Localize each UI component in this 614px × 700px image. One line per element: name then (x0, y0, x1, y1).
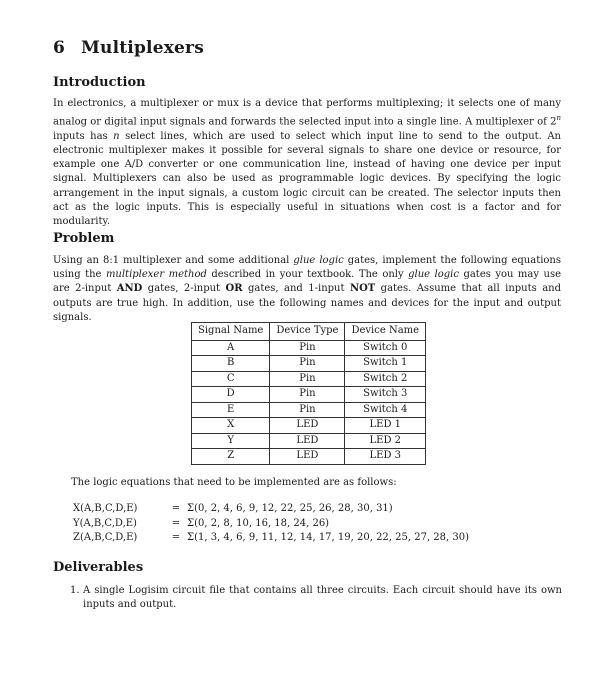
table-cell: X (192, 418, 270, 434)
table-row (192, 449, 426, 465)
table-row (192, 356, 426, 372)
intro-variable: n (113, 130, 120, 142)
problem-text: gates. Assume that all inputs and outputs are true high. In addition, use the following names and devices for the input and output signals. (53, 283, 562, 323)
problem-bold: NOT (349, 283, 376, 295)
list-item-number: 1. (70, 585, 80, 596)
table-cell: Switch 0 (345, 340, 426, 356)
problem-emphasis: glue logic (293, 255, 344, 266)
problem-emphasis: multiplexer method (105, 269, 207, 281)
table-cell: Switch 4 (345, 402, 426, 418)
equation-rhs: Σ(1, 3, 4, 6, 9, 11, 12, 14, 17, 19, 20, 22, 25, 27, 28, 30) (187, 532, 470, 543)
table-cell: LED (270, 449, 345, 465)
table-cell: Pin (270, 371, 345, 387)
table-cell: E (192, 402, 270, 418)
problem-emphasis: glue logic (408, 269, 459, 281)
table-cell: B (192, 356, 270, 372)
table-cell: LED 1 (345, 418, 426, 434)
equation-lhs: X(A,B,C,D,E) (73, 503, 138, 514)
problem-text: gates, implement the following equations using the (53, 255, 562, 281)
table-cell: Switch 1 (345, 356, 426, 372)
equation-operator: = (171, 517, 181, 529)
table-cell: LED (270, 418, 345, 434)
table-row (192, 402, 426, 418)
equation-rhs: Σ(0, 2, 4, 6, 9, 12, 22, 25, 26, 28, 30, 31) (187, 503, 393, 514)
table-cell: Switch 3 (345, 387, 426, 403)
table-cell: Pin (270, 340, 345, 356)
table-row (192, 340, 426, 356)
table-cell: LED 2 (345, 433, 426, 449)
section-title-text: Multiplexers (81, 38, 204, 58)
section-title (53, 38, 204, 58)
table-cell: Pin (270, 387, 345, 403)
deliverables-list (70, 584, 562, 612)
equation-row (73, 531, 469, 546)
table-cell: Switch 2 (345, 371, 426, 387)
equation-operator: = (171, 503, 181, 514)
problem-text: gates, 2-input (142, 283, 226, 295)
equation-lhs: Y(A,B,C,D,E) (73, 517, 137, 529)
problem-heading: Problem (53, 231, 115, 246)
problem-text: Using an 8:1 multiplexer and some additional (53, 255, 294, 266)
problem-text: gates you may use are 2-input (53, 269, 561, 295)
equation-lhs: Z(A,B,C,D,E) (73, 532, 138, 543)
list-item (70, 584, 562, 612)
table-cell: A (192, 340, 270, 356)
equation-rhs: Σ(0, 2, 8, 10, 16, 18, 24, 26) (187, 517, 330, 529)
introduction-heading: Introduction (53, 75, 146, 90)
equation-row (73, 517, 469, 532)
equation-operator: = (171, 532, 181, 543)
intro-text-2: inputs has (53, 130, 114, 142)
introduction-paragraph (53, 97, 561, 229)
table-header-cell: Device Type (270, 323, 345, 341)
table-cell: Pin (270, 402, 345, 418)
table-cell: C (192, 371, 270, 387)
table-cell: Z (192, 449, 270, 465)
table-row (192, 418, 426, 434)
problem-text: described in your textbook. The only (206, 269, 409, 281)
table-cell: Y (192, 433, 270, 449)
problem-bold: AND (116, 283, 143, 295)
equations-intro: The logic equations that need to be implemented are as follows: (71, 477, 397, 488)
section-number: 6 (53, 38, 66, 58)
table-row (192, 387, 426, 403)
table-header-cell: Device Name (345, 323, 426, 341)
equations-block (73, 502, 469, 546)
table-header-cell: Signal Name (192, 323, 270, 341)
equation-row (73, 502, 469, 517)
table-header-row (192, 323, 426, 341)
list-item-text: A single Logisim circuit file that contains all three circuits. Each circuit should have its own inputs and output. (83, 585, 562, 611)
table-row (192, 433, 426, 449)
intro-text-1: In electronics, a multiplexer or mux is a device that performs multiplexing; it selects one of many analog or digital input signals and forwards the selected input into a single line. A multiplexer of 2 (53, 98, 561, 128)
problem-bold: OR (225, 283, 243, 295)
problem-text: gates, and 1-input (242, 283, 350, 295)
table-cell: Pin (270, 356, 345, 372)
problem-paragraph (53, 254, 561, 325)
intro-superscript: n (556, 114, 561, 123)
table-cell: D (192, 387, 270, 403)
intro-text-3: select lines, which are used to select which input line to send to the output. An electronic multiplexer makes it possible for several signals to share one device or resource, for example one A/D converter or one communication line, instead of having one device per input signal. Multiplexers can also be used as programmable logic devices. By specifying the logic arrangement in the input signals, a custom logic circuit can be created. The selector inputs then act as the logic inputs. This is especially useful in situations when cost is a factor and for modularity. (53, 130, 561, 227)
table-cell: LED (270, 433, 345, 449)
table-cell: LED 3 (345, 449, 426, 465)
table-row (192, 371, 426, 387)
signal-table (191, 322, 426, 465)
deliverables-heading: Deliverables (53, 560, 144, 575)
